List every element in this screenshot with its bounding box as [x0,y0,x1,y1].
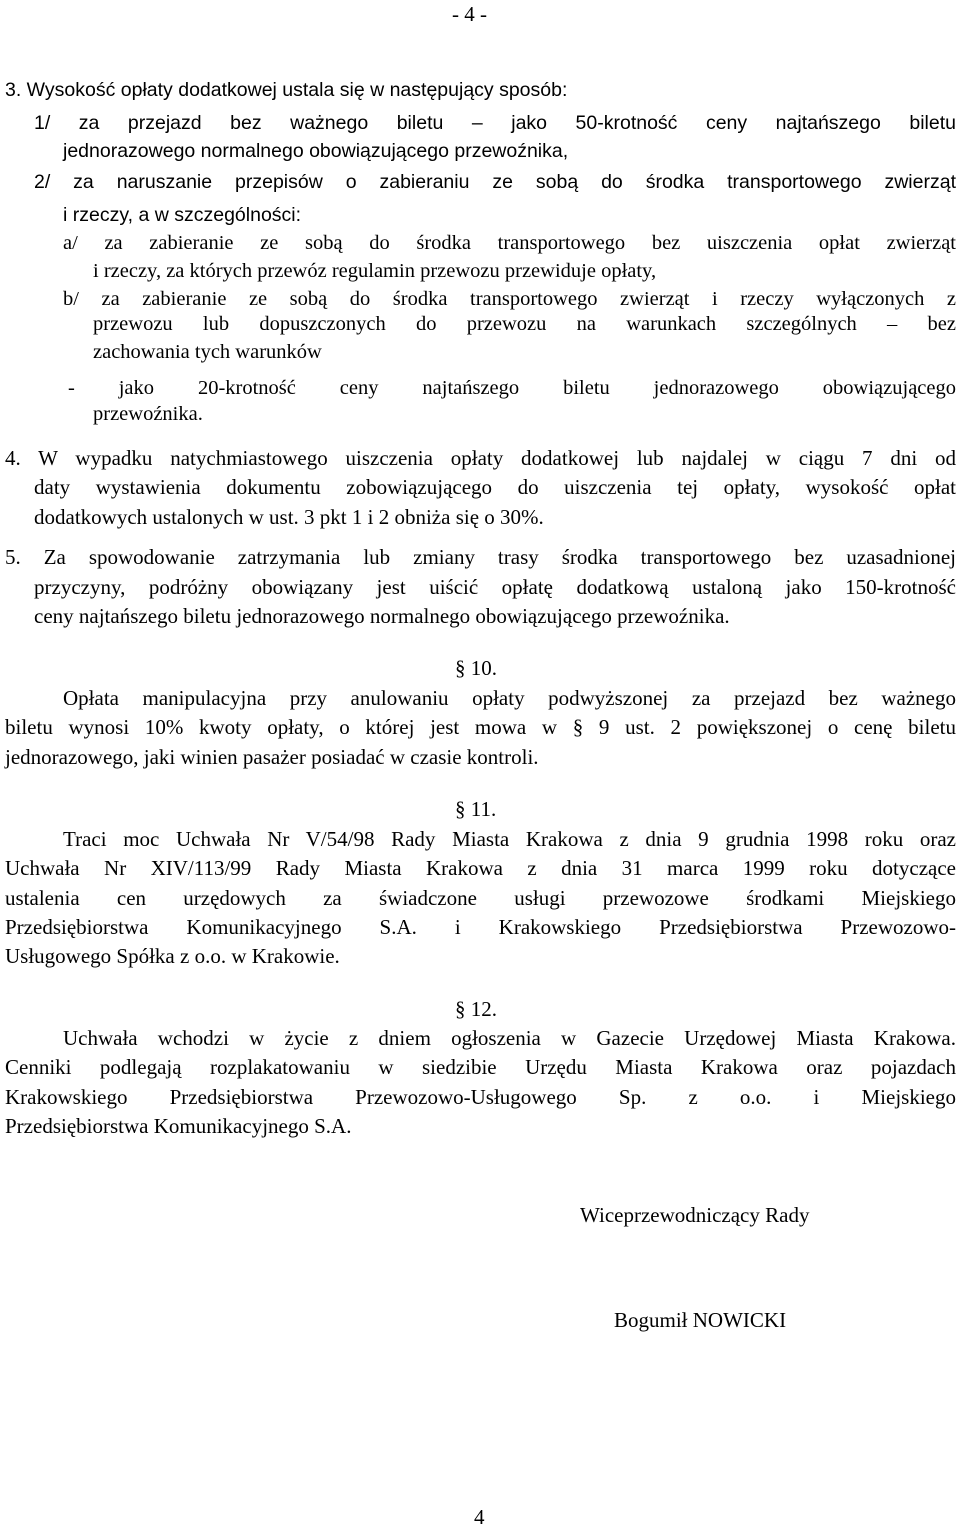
section4-line1: 4. W wypadku natychmiastowego uiszczenia opłaty dodatkowej lub najdalej w ciągu 7 dni od [5,446,956,470]
page-header: - 4 - [452,2,487,26]
section3-b-line1: b/ za zabieranie ze sobą do środka transportowego zwierząt i rzeczy wyłączonych z [63,288,956,310]
section4-line3: dodatkowych ustalonych w ust. 3 pkt 1 i 2 obniża się o 30%. [34,505,544,529]
section4-line2: daty wystawienia dokumentu zobowiązującego do uiszczenia tej opłaty, wysokość opłat [34,475,956,499]
signature-name: Bogumił NOWICKI [614,1308,787,1332]
par11-line1: Traci moc Uchwała Nr V/54/98 Rady Miasta Krakowa z dnia 9 grudnia 1998 roku oraz [63,827,956,851]
par11-line5: Usługowego Spółka z o.o. w Krakowie. [5,944,340,968]
par10-line1: Opłata manipulacyjna przy anulowaniu opłaty podwyższonej za przejazd bez ważnego [63,686,956,710]
section3-jako-line1: - jako 20-krotność ceny najtańszego biletu jednorazowego obowiązującego [68,377,956,399]
section3-a-line1: a/ za zabieranie ze sobą do środka transportowego bez uiszczenia opłat zwierząt [63,232,956,254]
par11-line4: Przedsiębiorstwa Komunikacyjnego S.A. i Krakowskiego Przedsiębiorstwa Przewozowo- [5,915,956,939]
par11-line2: Uchwała Nr XIV/113/99 Rady Miasta Krakowa z dnia 31 marca 1999 roku dotyczące [5,856,956,880]
section5-line3: ceny najtańszego biletu jednorazowego normalnego obowiązującego przewoźnika. [34,604,730,628]
section5-line1: 5. Za spowodowanie zatrzymania lub zmiany trasy środka transportowego bez uzasadnionej [5,545,956,569]
section3-b-line3: zachowania tych warunków [93,341,322,363]
section3-a-line2: i rzeczy, za których przewóz regulamin przewozu przewiduje opłaty, [93,260,657,282]
section3-heading: 3. Wysokość opłaty dodatkowej ustala się w następujący sposób: [5,79,568,101]
section3-item1-line2: jednorazowego normalnego obowiązującego przewoźnika, [63,140,569,162]
par11-line3: ustalenia cen urzędowych za świadczone usługi przewozowe środkami Miejskiego [5,886,956,910]
par12-line3: Krakowskiego Przedsiębiorstwa Przewozowo-Usługowego Sp. z o.o. i Miejskiego [5,1085,956,1109]
par12-line1: Uchwała wchodzi w życie z dniem ogłoszenia w Gazecie Urzędowej Miasta Krakowa. [63,1026,956,1050]
par12-line2: Cenniki podlegają rozplakatowaniu w siedzibie Urzędu Miasta Krakowa oraz pojazdach [5,1055,956,1079]
par11-heading: § 11. [455,797,497,821]
section3-jako-line2: przewoźnika. [93,403,203,425]
section5-line2: przyczyny, podróżny obowiązany jest uiścić opłatę dodatkową ustaloną jako 150-krotność [34,575,956,599]
section3-item2-line1: 2/ za naruszanie przepisów o zabieraniu ze sobą do środka transportowego zwierząt [34,171,956,193]
par10-line2: biletu wynosi 10% kwoty opłaty, o której jest mowa w § 9 ust. 2 powiększonej o cenę biletu [5,715,956,739]
page-footer: 4 [474,1505,485,1529]
par10-line3: jednorazowego, jaki winien pasażer posiadać w czasie kontroli. [5,745,539,769]
par12-line4: Przedsiębiorstwa Komunikacyjnego S.A. [5,1114,352,1138]
par12-heading: § 12. [455,997,497,1021]
section3-b-line2: przewozu lub dopuszczonych do przewozu na warunkach szczególnych – bez [93,313,956,335]
signature-title: Wiceprzewodniczący Rady [580,1203,810,1227]
par10-heading: § 10. [455,656,497,680]
section3-item2-line2: i rzeczy, a w szczególności: [63,204,302,226]
section3-item1-line1: 1/ za przejazd bez ważnego biletu – jako 50-krotność ceny najtańszego biletu [34,112,956,134]
